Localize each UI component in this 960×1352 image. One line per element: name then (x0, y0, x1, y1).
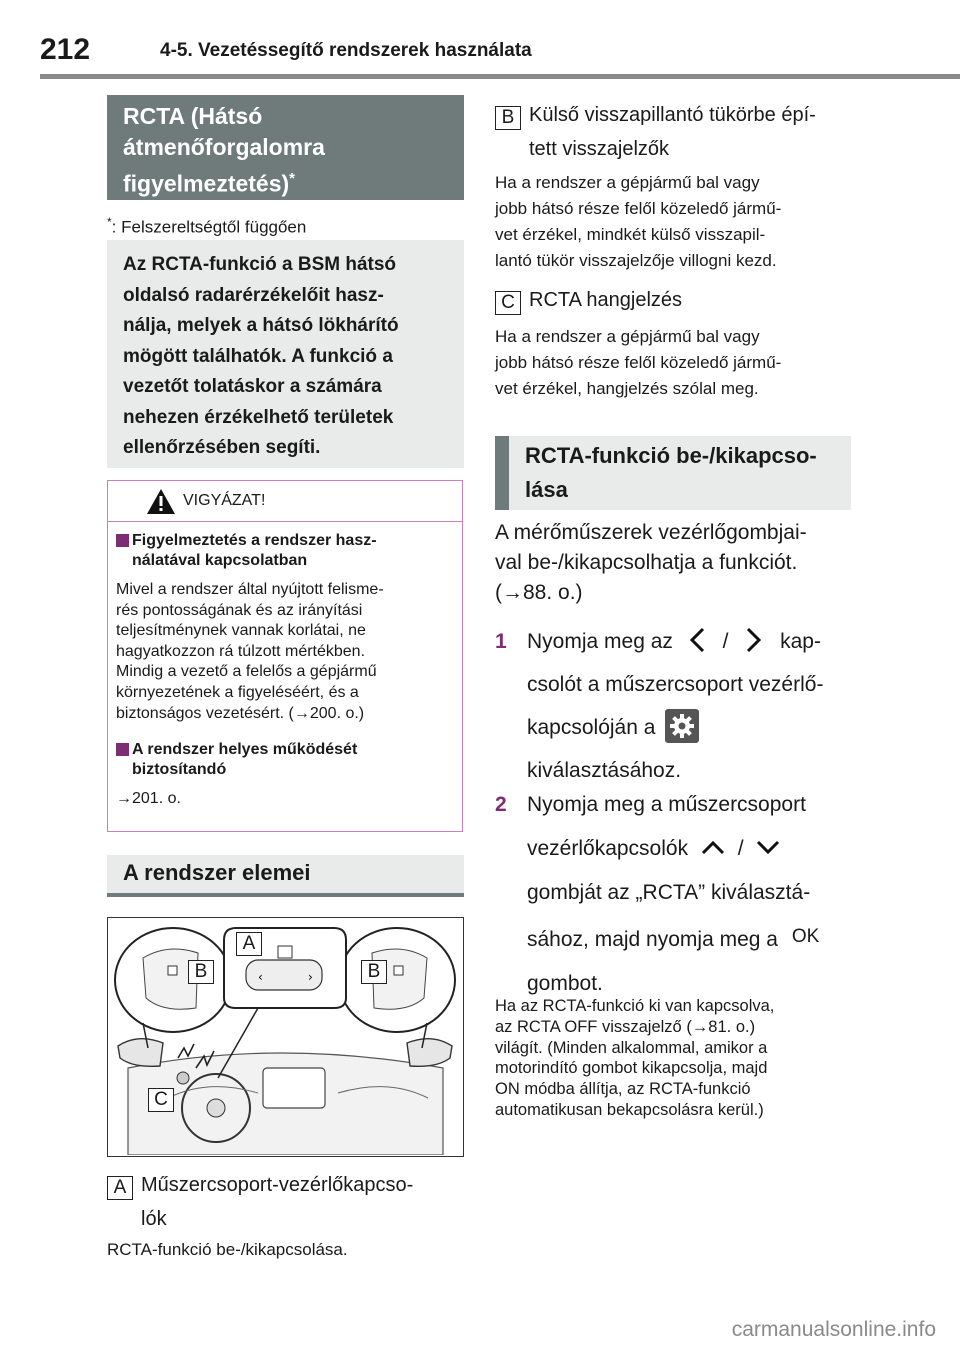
ok-button-glyph: OK (791, 926, 820, 947)
step-2-number: 2 (495, 793, 507, 816)
figure-label-a: A (236, 932, 262, 956)
caution-header (108, 481, 462, 522)
step-1: 1 Nyomja meg az / kap- csolót a műszercsoport vezérlő- kapcsolóján a kiválasztásához. (495, 622, 855, 791)
item-c-description: Ha a rendszer a gépjármű bal vagy jobb hátsó része felől közeledő jármű- vet érzékel, hangjelzés szólal meg. (495, 327, 782, 398)
square-bullet-icon (116, 743, 129, 756)
item-a-label: A (107, 1176, 133, 1200)
figure-label-b-right: B (361, 960, 387, 984)
chevron-down-icon (755, 837, 781, 857)
caution-subheading-1: Figyelmeztetés a rendszer hasz- nálatával kapcsolatban (116, 531, 456, 571)
chapter-title: 4-5. Vezetéssegítő rendszerek használata (160, 40, 532, 61)
onoff-section-heading: RCTA-funkció be-/kikapcso- lása (495, 436, 851, 510)
item-b-label: B (495, 106, 521, 130)
item-b: B Külső visszapillantó tükörbe épí- tett visszajelzők (495, 98, 855, 166)
caution-text-2: →201. o. (116, 790, 181, 808)
intro-box: Az RCTA-funkció a BSM hátsó oldalsó radarérzékelőit hasz- nálja, melyek a hátsó lökhárító mögött találhatók. A funkció a vezetőt tolatáskor a számára nehezen érzékelhető területek ellenőrzésében segíti. (107, 240, 464, 468)
item-c: C RCTA hangjelzés (495, 286, 682, 315)
components-heading: A rendszer elemei (107, 855, 464, 897)
step-1-number: 1 (495, 630, 507, 653)
system-components-figure (107, 917, 464, 1157)
onoff-intro: A mérőműszerek vezérlőgombjai- val be-/kikapcsolhatja a funkciót. (→88. o.) (495, 521, 807, 604)
caution-box (107, 480, 463, 832)
square-bullet-icon (116, 534, 129, 547)
figure-label-b-left: B (188, 960, 214, 984)
chevron-up-icon (700, 837, 726, 857)
figure-label-c: C (148, 1088, 174, 1112)
chevron-right-icon (742, 627, 764, 653)
step-2: 2 Nyomja meg a műszercsoport vezérlőkapcsolók / gombját az „RCTA” kiválasztá- sához, majd nyomja meg a OK gombot. (495, 785, 855, 1004)
note-text: Ha az RCTA-funkció ki van kapcsolva, az RCTA OFF visszajelző (→81. o.) világít. (Minden alkalommal, amikor a motorindító gombot kikapcsolja, majd ON módba állítja, az RCTA-funkció automatikusan bekapcsolásra kerül.) (495, 997, 775, 1119)
dashboard-illustration (108, 918, 462, 1155)
footnote: *: Felszereltségtől függően (107, 215, 307, 237)
caution-subheading-2: A rendszer helyes működését biztosítandó (116, 740, 456, 780)
gear-icon (665, 709, 699, 743)
warning-triangle-icon (146, 488, 176, 515)
page-number: 212 (40, 33, 91, 66)
rcta-section-heading: RCTA (Hátsó átmenőforgalomra figyelmeztetés)* (107, 95, 464, 200)
item-b-description: Ha a rendszer a gépjármű bal vagy jobb hátsó része felől közeledő jármű- vet érzékel, mindkét külső visszapil- lantó tükör visszajelzője villogni kezd. (495, 173, 782, 270)
item-c-label: C (495, 291, 521, 315)
svg-text:‹: ‹ (258, 970, 263, 984)
item-a: A Műszercsoport-vezérlőkapcso- lók (107, 1168, 467, 1236)
item-a-description: RCTA-funkció be-/kikapcsolása. (107, 1240, 348, 1259)
header-rule (40, 74, 960, 79)
watermark: carmanualsonline.info (731, 1318, 936, 1341)
caution-text-1: Mivel a rendszer által nyújtott felisme- rés pontosságának és az irányítási teljesítménynek vannak korlátai, ne hagyatkozzon rá túlzott mértékben. Mindig a vezető a felelős a gépjármű környezetének a figyeléséért, és a biztonságos vezetésért. (→200. o.) (116, 581, 384, 722)
caution-title: VIGYÁZAT! (183, 492, 266, 509)
svg-text:›: › (308, 970, 313, 984)
chevron-left-icon (687, 627, 709, 653)
